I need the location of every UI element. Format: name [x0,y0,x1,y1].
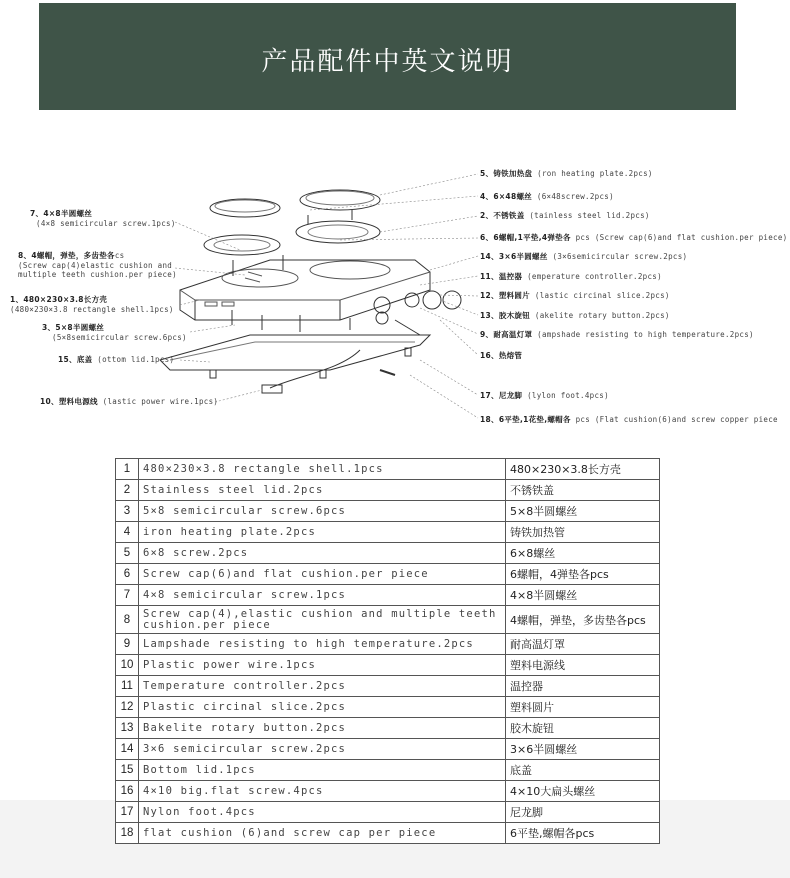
table-row [116,739,660,760]
part-name-en: 3×6 semicircular screw.2pcs [139,739,506,760]
part-name-en: iron heating plate.2pcs [139,522,506,543]
callout-16: 16、热熔管 [480,351,523,360]
callout-12: 12、塑料圆片 (lastic circinal slice.2pcs) [480,291,670,300]
part-number: 5 [116,543,139,564]
part-name-en: Screw cap(6)and flat cushion.per piece [139,564,506,585]
callout-1: 1、480×230×3.8长方壳 (480×230×3.8 rectangle shell.1pcs) [10,295,174,314]
part-number: 18 [116,823,139,844]
callout-3: 3、5×8半圆螺丝 (5×8semicircular screw.6pcs) [42,323,187,342]
part-name-en: Temperature controller.2pcs [139,676,506,697]
exploded-diagram [0,160,790,430]
table-row [116,781,660,802]
part-number: 6 [116,564,139,585]
part-name-en: 4×10 big.flat screw.4pcs [139,781,506,802]
part-number: 4 [116,522,139,543]
part-name-cn: 6×8螺丝 [506,543,660,564]
callout-14: 14、3×6半圆螺丝 (3×6semicircular screw.2pcs) [480,252,688,261]
part-name-en: Bottom lid.1pcs [139,760,506,781]
callout-4: 4、6×48螺丝 (6×48screw.2pcs) [480,192,614,201]
part-name-cn: 铸铁加热管 [506,522,660,543]
part-name-cn: 尼龙脚 [506,802,660,823]
table-row [116,655,660,676]
part-name-en: flat cushion (6)and screw cap per piece [139,823,506,844]
table-row [116,823,660,844]
table-row [116,718,660,739]
part-name-en: 5×8 semicircular screw.6pcs [139,501,506,522]
header-banner [39,3,736,110]
part-name-cn: 5×8半圆螺丝 [506,501,660,522]
callout-5: 5、铸铁加热盘 (ron heating plate.2pcs) [480,169,653,178]
part-number: 15 [116,760,139,781]
part-number: 2 [116,480,139,501]
parts-table [115,458,660,844]
table-row [116,585,660,606]
table-row [116,522,660,543]
part-number: 3 [116,501,139,522]
part-number: 9 [116,634,139,655]
part-name-cn: 温控器 [506,676,660,697]
table-row [116,606,660,634]
part-name-en: Bakelite rotary button.2pcs [139,718,506,739]
callout-2: 2、不锈铁盖 (tainless steel lid.2pcs) [480,211,650,220]
part-number: 14 [116,739,139,760]
part-name-en: Nylon foot.4pcs [139,802,506,823]
table-row [116,760,660,781]
part-name-en: 480×230×3.8 rectangle shell.1pcs [139,459,506,480]
table-row [116,480,660,501]
part-name-en: 6×8 screw.2pcs [139,543,506,564]
part-number: 16 [116,781,139,802]
part-name-cn: 480×230×3.8长方壳 [506,459,660,480]
page-title: 产品配件中英文说明 [261,47,514,77]
part-number: 12 [116,697,139,718]
table-row [116,543,660,564]
table-row [116,634,660,655]
callout-8: 8、4螺帽，弹垫，多齿垫各cs (Screw cap(4)elastic cushion and multiple teeth cushion.per piece) [18,251,177,279]
part-number: 11 [116,676,139,697]
parts-table-body [116,459,660,844]
part-name-cn: 塑料圆片 [506,697,660,718]
table-row [116,802,660,823]
table-row [116,501,660,522]
part-name-cn: 胶木旋钮 [506,718,660,739]
part-name-en: Stainless steel lid.2pcs [139,480,506,501]
part-number: 1 [116,459,139,480]
callout-6: 6、6螺帽,1平垫,4弹垫各 pcs (Screw cap(6)and flat cushion.per piece) [480,233,788,242]
part-name-cn: 6螺帽，4弹垫各pcs [506,564,660,585]
part-name-cn: 底盖 [506,760,660,781]
table-row [116,697,660,718]
part-name-en: Plastic power wire.1pcs [139,655,506,676]
part-name-en: Screw cap(4),elastic cushion and multiple teeth cushion.per piece [139,606,506,634]
part-number: 10 [116,655,139,676]
part-name-cn: 6平垫,螺帽各pcs [506,823,660,844]
callout-9: 9、耐高温灯罩 (ampshade resisting to high temperature.2pcs) [480,330,754,339]
part-name-en: 4×8 semicircular screw.1pcs [139,585,506,606]
part-number: 17 [116,802,139,823]
callout-15: 15、底盖 (ottom lid.1pcs) [58,355,175,364]
table-row [116,459,660,480]
part-number: 13 [116,718,139,739]
part-name-cn: 4螺帽，弹垫，多齿垫各pcs [506,606,660,634]
part-name-en: Lampshade resisting to high temperature.2pcs [139,634,506,655]
part-name-cn: 不锈铁盖 [506,480,660,501]
part-name-cn: 塑料电源线 [506,655,660,676]
part-number: 7 [116,585,139,606]
callout-18: 18、6平垫,1花垫,螺帽各 pcs (Flat cushion(6)and screw copper piece [480,415,778,424]
part-name-en: Plastic circinal slice.2pcs [139,697,506,718]
callout-17: 17、尼龙脚 (lylon foot.4pcs) [480,391,609,400]
part-name-cn: 4×10大扁头螺丝 [506,781,660,802]
callout-13: 13、胶木旋钮 (akelite rotary button.2pcs) [480,311,670,320]
part-name-cn: 3×6半圆螺丝 [506,739,660,760]
part-name-cn: 耐高温灯罩 [506,634,660,655]
table-row [116,676,660,697]
callout-10: 10、塑料电源线 (lastic power wire.1pcs) [40,397,219,406]
callout-11: 11、温控器 (emperature controller.2pcs) [480,272,662,281]
table-row [116,564,660,585]
part-name-cn: 4×8半圆螺丝 [506,585,660,606]
callout-7: 7、4×8半圆螺丝 (4×8 semicircular screw.1pcs) [30,209,176,228]
part-number: 8 [116,606,139,634]
